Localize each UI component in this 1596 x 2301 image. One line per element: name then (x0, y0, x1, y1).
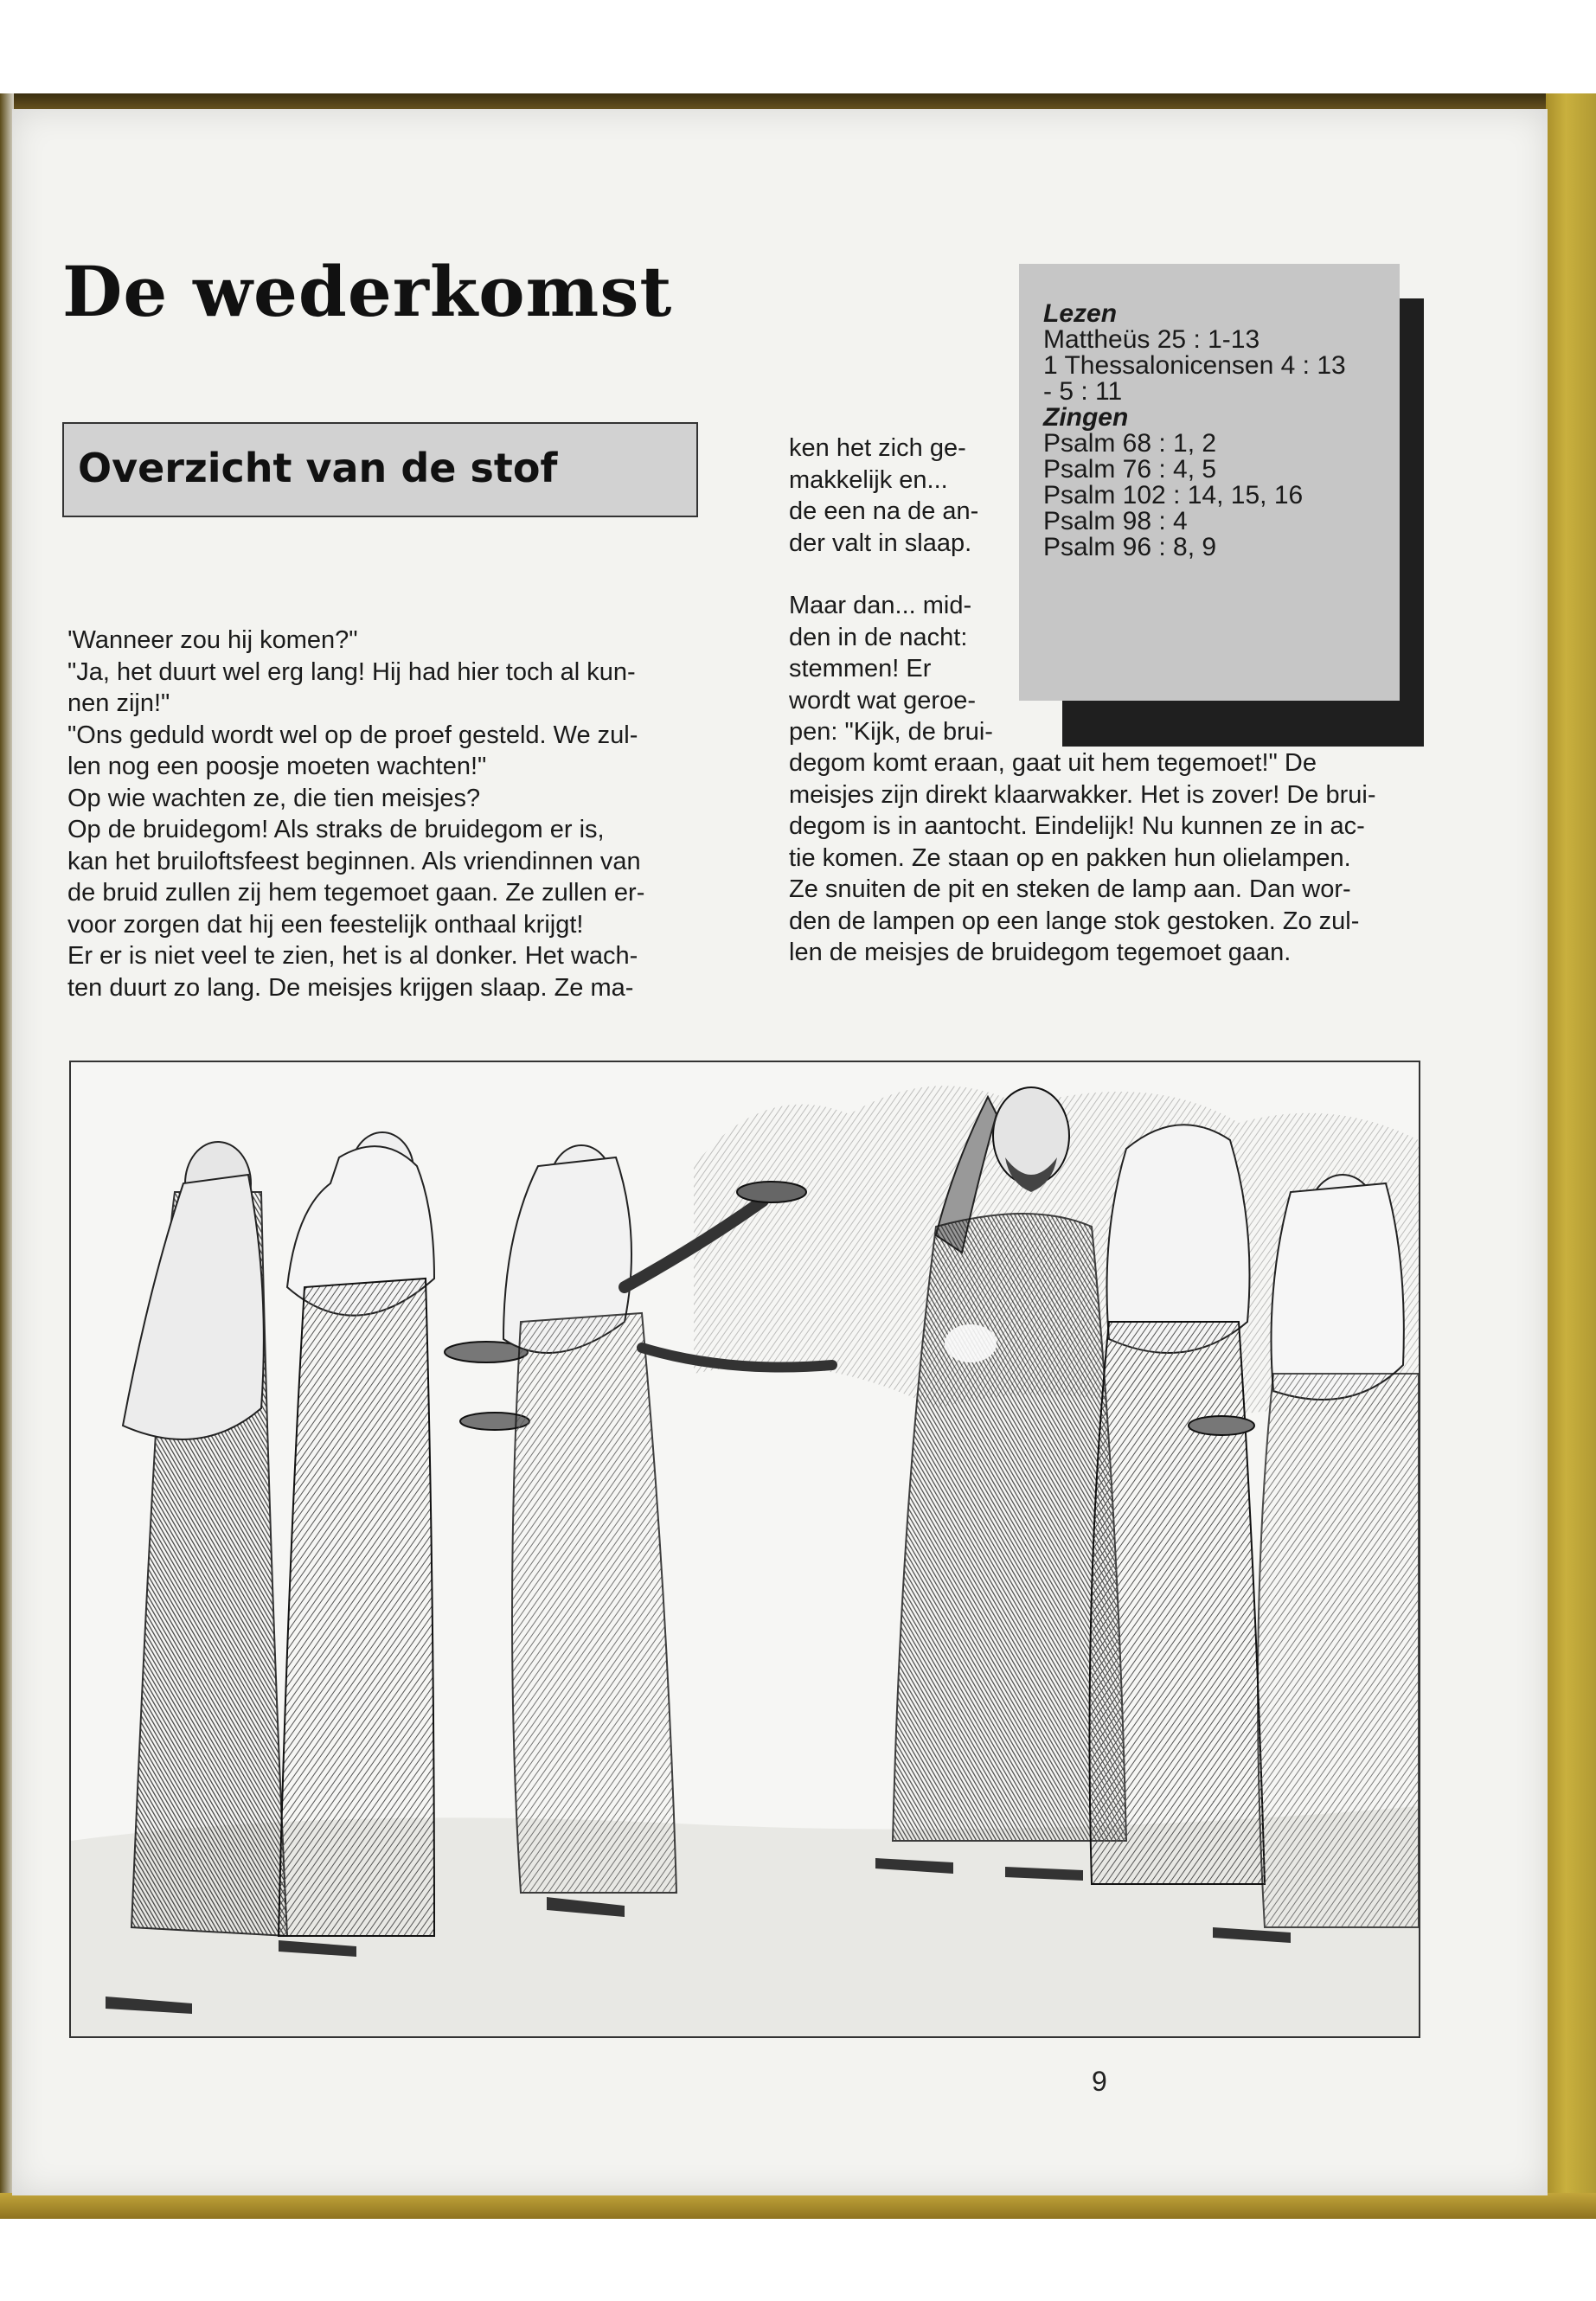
text-line: Er er is niet veel te zien, het is al donker. Het wach- (67, 942, 638, 970)
page-title: De wederkomst (62, 251, 673, 332)
text-line: den in de nacht: (789, 623, 968, 651)
text-line: len de meisjes de bruidegom tegemoet gaan. (789, 939, 1292, 966)
section-heading-box (62, 422, 698, 517)
woman-figure-4 (1090, 1125, 1266, 1884)
body-text-column-1 (67, 625, 690, 1003)
text-line: meisjes zijn direkt klaarwakker. Het is zover! De brui- (789, 780, 1376, 809)
text-line: tie komen. Ze staan op en pakken hun olielampen. (789, 843, 1351, 872)
text-line: kan het bruiloftsfeest beginnen. Als vriendinnen van (67, 847, 641, 875)
text-line: "Ja, het duurt wel erg lang! Hij had hier toch al kun- (67, 657, 636, 686)
woman-figure-1 (106, 1142, 287, 2014)
text-line: de een na de an- (789, 497, 979, 525)
psalm-reference: Psalm 102 : 14, 15, 16 (1043, 481, 1304, 510)
text-line: wordt wat geroe- (789, 686, 976, 715)
parable-illustration (69, 1061, 1420, 2038)
text-line: makkelijk en... (789, 465, 948, 494)
reading-reference: - 5 : 11 (1043, 377, 1123, 406)
text-line: stemmen! Er (789, 655, 932, 683)
text-line: ken het zich ge- (789, 434, 966, 462)
page-number: 9 (1092, 2066, 1107, 2097)
text-line: Op de bruidegom! Als straks de bruidegom er is, (67, 816, 605, 843)
text-line: voor zorgen dat hij een feestelijk onthaal krijgt! (67, 910, 584, 939)
text-line: nen zijn!" (67, 689, 170, 717)
text-line: 'Wanneer zou hij komen?" (67, 626, 358, 654)
book-cover-edge-bottom (0, 2193, 1596, 2219)
reading-reference: Mattheüs 25 : 1-13 (1043, 325, 1260, 354)
book-cover-edge-top (0, 93, 1596, 111)
text-line: der valt in slaap. (789, 529, 972, 557)
psalm-reference: Psalm 96 : 8, 9 (1043, 533, 1217, 561)
psalm-reference: Psalm 68 : 1, 2 (1043, 429, 1217, 458)
lezen-heading: Lezen (1043, 299, 1118, 328)
text-line: degom is in aantocht. Eindelijk! Nu kunnen ze in ac- (789, 812, 1365, 840)
body-text-column-2-middle (789, 590, 1048, 748)
text-line: len nog een poosje moeten wachten!" (67, 753, 487, 780)
zingen-heading: Zingen (1043, 403, 1129, 432)
text-line: Ze snuiten de pit en steken de lamp aan. Dan wor- (789, 875, 1351, 903)
text-line: pen: "Kijk, de brui- (789, 718, 993, 746)
psalm-reference: Psalm 98 : 4 (1043, 507, 1188, 535)
book-cover-edge-right (1546, 93, 1596, 2214)
body-text-column-2-top (789, 433, 1048, 559)
text-line: de bruid zullen zij hem tegemoet gaan. Ze zullen er- (67, 879, 645, 907)
body-text-column-2-bottom (789, 747, 1429, 969)
text-line: ten duurt zo lang. De meisjes krijgen slaap. Ze ma- (67, 973, 634, 1002)
section-heading: Overzicht van de stof (78, 445, 558, 491)
psalm-reference: Psalm 76 : 4, 5 (1043, 455, 1217, 484)
sidebar-content (1043, 301, 1346, 561)
text-line: degom komt eraan, gaat uit hem tegemoet!" De (789, 749, 1317, 777)
text-line: Op wie wachten ze, die tien meisjes? (67, 784, 481, 812)
illustration-drawing (71, 1062, 1419, 2036)
reading-reference: 1 Thessalonicensen 4 : 13 (1043, 351, 1346, 380)
text-line: "Ons geduld wordt wel op de proef gesteld. We zul- (67, 721, 638, 749)
text-line: den de lampen op een lange stok gestoken. Zo zul- (789, 907, 1360, 935)
text-line: Maar dan... mid- (789, 592, 972, 619)
